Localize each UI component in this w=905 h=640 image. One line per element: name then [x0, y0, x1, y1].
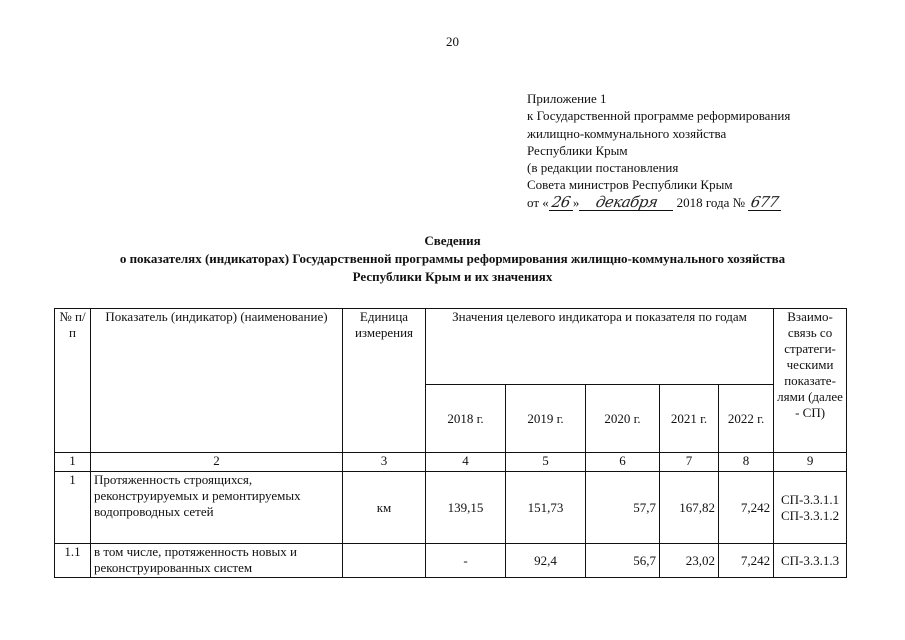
heading-subtitle: о показателях (индикаторах) Государственной программы реформирования жилищно-коммунального хозяйства [119, 251, 786, 266]
row-value: 151,73 [506, 472, 586, 544]
heading-title: Сведения [424, 233, 481, 248]
appendix-block [527, 90, 887, 211]
indicators-table [54, 308, 847, 578]
heading-subtitle-cont: Республики Крым и их значениях [352, 269, 553, 284]
date-day-field [549, 192, 573, 211]
row-value: 92,4 [506, 544, 586, 578]
date-prefix: от « [527, 194, 549, 210]
date-month-field [579, 192, 673, 211]
header-year: 2020 г. [586, 385, 660, 453]
date-quote-close: » [572, 194, 580, 210]
appendix-line: Республики Крым [527, 142, 628, 158]
header-year: 2022 г. [719, 385, 774, 453]
doc-number-field [748, 192, 781, 211]
column-number-row [55, 453, 847, 472]
column-number: 6 [586, 453, 660, 472]
column-number: 8 [719, 453, 774, 472]
handwritten-doc-number: 677 [749, 192, 781, 211]
column-number: 2 [91, 453, 343, 472]
header-values-group: Значения целевого индикатора и показателя по годам [426, 309, 774, 385]
column-number: 3 [343, 453, 426, 472]
resolution-date-line [527, 194, 887, 211]
header-unit: Единица измерения [343, 309, 426, 453]
row-value: 57,7 [586, 472, 660, 544]
row-indicator-name: в том числе, протяженность новых и реконструированных систем [91, 544, 343, 578]
row-num: 1.1 [55, 544, 91, 578]
header-indicator: Показатель (индикатор) (наименование) [91, 309, 343, 453]
column-number: 9 [774, 453, 847, 472]
column-number: 5 [506, 453, 586, 472]
appendix-line: жилищно-коммунального хозяйства [527, 125, 727, 141]
date-year: 2018 года № [676, 194, 746, 210]
header-num: № п/п [55, 309, 91, 453]
row-unit [343, 544, 426, 578]
row-value: 167,82 [660, 472, 719, 544]
row-relation: СП-3.3.1.3 [774, 544, 847, 578]
appendix-line: к Государственной программе реформирования [527, 108, 791, 124]
document-heading [0, 232, 905, 286]
row-value: 23,02 [660, 544, 719, 578]
header-year: 2019 г. [506, 385, 586, 453]
handwritten-month: декабря [594, 192, 659, 211]
table-row [55, 472, 847, 544]
row-value: 56,7 [586, 544, 660, 578]
row-value: - [426, 544, 506, 578]
column-number: 7 [660, 453, 719, 472]
row-unit: км [343, 472, 426, 544]
header-year: 2018 г. [426, 385, 506, 453]
row-relation: СП-3.3.1.1 СП-3.3.1.2 [774, 472, 847, 544]
row-value: 7,242 [719, 472, 774, 544]
column-number: 4 [426, 453, 506, 472]
table-row [55, 544, 847, 578]
appendix-line: Совета министров Республики Крым [527, 177, 733, 193]
handwritten-day: 26 [550, 192, 572, 211]
column-number: 1 [55, 453, 91, 472]
page-number: 20 [446, 34, 459, 49]
row-num: 1 [55, 472, 91, 544]
appendix-line: Приложение 1 [527, 91, 607, 106]
appendix-line: (в редакции постановления [527, 160, 679, 176]
row-indicator-name: Протяженность строящихся, реконструируемых и ремонтируемых водопроводных сетей [91, 472, 343, 544]
row-value: 7,242 [719, 544, 774, 578]
header-relation: Взаимо-связь со стратеги-ческими показате-лями (далее - СП) [774, 309, 847, 453]
header-year: 2021 г. [660, 385, 719, 453]
row-value: 139,15 [426, 472, 506, 544]
